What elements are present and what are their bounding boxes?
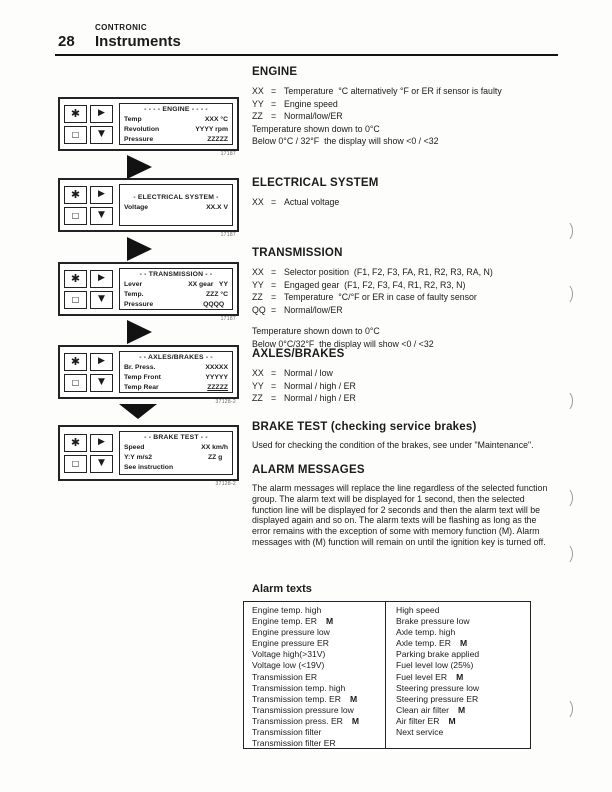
def-text: Selector position (F1, F2, F3, FA, R1, R2, R3, RA, N) — [284, 267, 493, 277]
lcd-display — [119, 103, 233, 145]
alarm-text-label: Transmission temp. ER — [252, 693, 341, 704]
alarm-text-label: Transmission temp. high — [252, 682, 346, 693]
lcd-label: Y:Y m/s2 — [124, 453, 153, 461]
lcd-row — [124, 135, 228, 145]
button-pad — [64, 434, 113, 473]
lcd-label: Temp Front — [124, 373, 161, 381]
alarm-text-label: High speed — [396, 605, 440, 615]
square-icon: □ — [64, 455, 87, 473]
button-pad — [64, 186, 113, 225]
def-symbol: QQ — [252, 304, 266, 315]
def-symbol: YY — [252, 279, 264, 290]
definition-line — [252, 98, 564, 111]
memory-function-flag: M — [325, 616, 334, 627]
alarm-text-label: Axle temp. high — [396, 627, 456, 638]
lcd-label: Lever — [124, 280, 143, 288]
alarm-text-item — [252, 738, 385, 749]
alarm-text-item — [396, 627, 530, 638]
page-number: 28 — [58, 33, 75, 50]
alarm-text-label: Air filter ER — [396, 715, 440, 726]
alarm-text-label: Engine pressure low — [252, 627, 330, 638]
def-symbol: XX — [252, 267, 264, 277]
lcd-display — [119, 351, 233, 393]
section-heading: ELECTRICAL SYSTEM — [252, 177, 379, 189]
def-text: Normal / high / ER — [284, 380, 356, 391]
right-arrow-icon: ▶ — [90, 353, 113, 371]
definition-line — [252, 266, 564, 279]
def-text: Normal / low — [284, 368, 333, 378]
button-pad — [64, 353, 113, 392]
star-icon: ✱ — [64, 353, 87, 371]
alarm-text-item — [396, 660, 530, 671]
def-symbol: ZZ — [252, 393, 263, 404]
lcd-label: Temp. — [124, 290, 144, 298]
lcd-title: - - BRAKE TEST - - — [144, 434, 208, 441]
lcd-label: Br. Press. — [124, 363, 156, 371]
page-title: Instruments — [95, 33, 181, 50]
def-text: Engaged gear (F1, F2, F3, F4, R1, R2, R3, N) — [284, 279, 466, 290]
equals-sign: = — [271, 292, 277, 303]
memory-function-flag: M — [456, 671, 464, 682]
equals-sign: = — [271, 86, 277, 96]
right-arrow-icon: ▶ — [90, 434, 113, 452]
down-arrow-icon: ▼ — [90, 374, 113, 392]
def-symbol: YY — [252, 98, 264, 109]
def-text: Normal / high / ER — [284, 393, 356, 404]
lcd-value: QQQQ — [203, 300, 228, 308]
button-pad — [64, 105, 113, 144]
alarm-text-item — [396, 616, 530, 627]
section-heading: AXLES/BRAKES — [252, 348, 345, 360]
lcd-row — [124, 373, 228, 383]
alarm-text-label: Next service — [396, 727, 444, 738]
definition-line — [252, 196, 564, 209]
equals-sign: = — [271, 368, 277, 378]
down-arrow-icon: ▼ — [90, 207, 113, 225]
lcd-label: Pressure — [124, 135, 154, 143]
figure-number: 37128-2 — [215, 481, 236, 487]
alarm-text-item — [396, 605, 530, 616]
definition-line — [252, 279, 564, 292]
alarm-text-item — [396, 638, 530, 649]
section-transmission — [252, 247, 564, 350]
alarm-text-label: Voltage high(>31V) — [252, 649, 326, 660]
flow-arrow-down-icon — [119, 404, 157, 419]
lcd-value: XX.X V — [206, 203, 228, 211]
flow-arrow-right-icon — [127, 320, 152, 344]
display-panel-axles-brakes — [58, 345, 239, 405]
lcd-row — [124, 363, 228, 373]
flow-arrow-right-icon — [127, 155, 152, 179]
lcd-title: - ELECTRICAL SYSTEM - — [133, 194, 219, 201]
definition-line — [252, 392, 564, 405]
lcd-value: YYYYY — [205, 373, 228, 381]
alarm-text-label: Engine temp. ER — [252, 616, 317, 627]
display-panel-transmission — [58, 262, 239, 322]
alarm-table-left — [244, 602, 386, 748]
star-icon: ✱ — [64, 186, 87, 204]
lcd-display — [119, 184, 233, 226]
lcd-value: XXX °C — [204, 115, 228, 123]
lcd-value: ZZZZZ — [207, 135, 228, 143]
display-panel-electrical — [58, 178, 239, 238]
header-rule — [55, 54, 558, 56]
alarm-text-label: Fuel level low (25%) — [396, 660, 474, 671]
star-icon: ✱ — [64, 105, 87, 123]
alarm-text-label: Transmission ER — [252, 671, 318, 682]
alarm-text-label: Engine temp. high — [252, 605, 322, 615]
memory-function-flag: M — [448, 715, 456, 726]
right-arrow-icon: ▶ — [90, 186, 113, 204]
section-heading: TRANSMISSION — [252, 247, 343, 259]
alarm-text-item — [252, 605, 385, 616]
scan-artifact-mark — [556, 543, 573, 565]
star-icon: ✱ — [64, 434, 87, 452]
lcd-row — [124, 300, 228, 310]
alarm-text-label: Transmission press. ER — [252, 715, 343, 726]
lcd-row — [124, 383, 228, 393]
alarm-text-item — [252, 716, 385, 727]
body-paragraph: The alarm messages will replace the line regardless of the selected function group. The alarm text will be displayed for 1 second, then the selected function line will be displayed for 2 seconds and then the alarm text will be displayed again and so on. The alarm texts will be flashing as long as the error remains with the exception of some with memory function (M). Alarm messages with (M) function will remain on until the ignition key is turned off. — [252, 483, 548, 547]
lcd-value: XXXXX — [205, 363, 228, 371]
section-heading: ALARM MESSAGES — [252, 464, 365, 476]
alarm-text-item — [252, 683, 385, 694]
brand-label: CONTRONIC — [95, 23, 148, 32]
equals-sign: = — [271, 111, 277, 122]
def-text: Normal/low/ER — [284, 111, 343, 122]
lcd-label: Voltage — [124, 203, 149, 211]
alarm-text-item — [252, 616, 385, 627]
def-symbol: YY — [252, 380, 264, 391]
lcd-value: YYYY rpm — [195, 125, 228, 133]
section-alarm-messages — [252, 464, 564, 548]
lcd-label: Pressure — [124, 300, 154, 308]
equals-sign: = — [271, 98, 277, 109]
def-text: Engine speed — [284, 98, 338, 109]
section-electrical-system — [252, 177, 564, 209]
alarm-text-item — [396, 672, 530, 683]
equals-sign: = — [271, 279, 277, 290]
alarm-text-label: Steering pressure low — [396, 682, 480, 693]
def-text: Normal/low/ER — [284, 304, 343, 315]
section-axles-brakes — [252, 348, 564, 405]
equals-sign: = — [271, 267, 277, 277]
definition-line — [252, 110, 564, 123]
def-symbol: XX — [252, 86, 264, 96]
scan-artifact-mark — [556, 220, 573, 242]
lcd-row — [124, 290, 228, 300]
def-text: Temperature °C/°F or ER in case of faulty sensor — [284, 292, 477, 303]
alarm-text-item — [252, 660, 385, 671]
note-line: Temperature shown down to 0°C — [252, 326, 380, 337]
scan-artifact-mark — [556, 283, 573, 305]
right-arrow-icon: ▶ — [90, 270, 113, 288]
square-icon: □ — [64, 291, 87, 309]
alarm-text-item — [396, 727, 530, 738]
section-heading: BRAKE TEST (checking service brakes) — [252, 421, 477, 433]
alarm-text-label: Transmission pressure low — [252, 704, 354, 715]
star-icon: ✱ — [64, 270, 87, 288]
scan-artifact-mark — [556, 698, 573, 720]
alarm-text-item — [252, 705, 385, 716]
alarm-text-item — [252, 627, 385, 638]
definition-line — [252, 380, 564, 393]
alarm-text-item — [252, 727, 385, 738]
lcd-label: Temp — [124, 115, 142, 123]
def-text: Actual voltage — [284, 197, 340, 207]
definition-line — [252, 291, 564, 304]
alarm-text-item — [252, 638, 385, 649]
definition-line — [252, 85, 564, 98]
button-pad — [64, 270, 113, 309]
figure-number: 37128-2 — [215, 399, 236, 405]
spacer — [252, 316, 564, 325]
square-icon: □ — [64, 374, 87, 392]
memory-function-flag: M — [459, 638, 468, 649]
alarm-texts-heading: Alarm texts — [252, 583, 312, 595]
flow-arrow-right-icon — [127, 237, 152, 261]
alarm-text-label: Transmission filter ER — [252, 738, 336, 749]
alarm-texts-table — [243, 601, 531, 749]
alarm-text-item — [396, 705, 530, 716]
figure-number: 17187 — [220, 316, 236, 322]
memory-function-flag: M — [458, 704, 466, 715]
lcd-row — [124, 203, 228, 213]
alarm-text-label: Engine pressure ER — [252, 638, 329, 649]
alarm-text-label: Axle temp. ER — [396, 638, 451, 649]
note-line: Below 0°C/32°F the display will show <0 / <32 — [252, 338, 434, 349]
def-symbol: XX — [252, 197, 264, 207]
alarm-table-right — [386, 602, 530, 748]
alarm-text-item — [396, 694, 530, 705]
scan-artifact-mark — [556, 487, 573, 509]
note-line: Temperature shown down to 0°C — [252, 123, 380, 134]
def-symbol: ZZ — [252, 111, 263, 122]
alarm-text-label: Voltage low (<19V) — [252, 660, 325, 671]
lcd-row — [124, 453, 228, 463]
memory-function-flag: M — [351, 715, 360, 726]
down-arrow-icon: ▼ — [90, 126, 113, 144]
scan-artifact-mark — [556, 390, 573, 412]
equals-sign: = — [271, 380, 277, 391]
lcd-row — [124, 443, 228, 453]
lcd-value: ZZ g — [207, 453, 228, 461]
square-icon: □ — [64, 126, 87, 144]
equals-sign: = — [271, 393, 277, 404]
lcd-label: Revolution — [124, 125, 160, 133]
section-engine — [252, 66, 564, 147]
section-brake-test — [252, 421, 564, 451]
display-panel-brake-test — [58, 425, 239, 487]
alarm-text-label: Transmission filter — [252, 727, 322, 738]
lcd-title: - - - - ENGINE - - - - — [144, 106, 208, 113]
alarm-text-label: Parking brake applied — [396, 649, 480, 660]
alarm-text-item — [252, 649, 385, 660]
lcd-display — [119, 431, 233, 475]
def-symbol: XX — [252, 368, 264, 378]
lcd-row — [124, 115, 228, 125]
alarm-text-label: Brake pressure low — [396, 616, 470, 627]
down-arrow-icon: ▼ — [90, 455, 113, 473]
lcd-value: ZZZZZ — [207, 383, 228, 391]
lcd-row — [124, 125, 228, 135]
alarm-text-item — [396, 683, 530, 694]
alarm-text-label: Fuel level ER — [396, 671, 448, 682]
section-heading: ENGINE — [252, 66, 298, 78]
lcd-row — [124, 280, 228, 290]
figure-number: 17187 — [220, 232, 236, 238]
square-icon: □ — [64, 207, 87, 225]
alarm-text-item — [396, 716, 530, 727]
alarm-text-label: Clean air filter — [396, 704, 450, 715]
lcd-value: XX km/h — [201, 443, 228, 451]
lcd-title: - - AXLES/BRAKES - - — [139, 354, 213, 361]
lcd-label: Speed — [124, 443, 145, 451]
lcd-row — [124, 463, 228, 473]
lcd-value: ZZZ °C — [206, 290, 228, 298]
definition-line — [252, 367, 564, 380]
lcd-value: XX gear YY — [188, 280, 228, 288]
def-text: Temperature °C alternatively °F or ER if sensor is faulty — [284, 86, 502, 96]
alarm-text-label: Steering pressure ER — [396, 693, 479, 704]
alarm-text-item — [252, 672, 385, 683]
equals-sign: = — [271, 304, 277, 315]
lcd-title: - - TRANSMISSION - - — [139, 271, 213, 278]
def-symbol: ZZ — [252, 292, 263, 303]
down-arrow-icon: ▼ — [90, 291, 113, 309]
alarm-text-item — [396, 649, 530, 660]
alarm-text-item — [252, 694, 385, 705]
note-line: Below 0°C / 32°F the display will show <0 / <32 — [252, 135, 439, 146]
figure-number: 17187 — [220, 151, 236, 157]
body-paragraph: Used for checking the condition of the brakes, see under "Maintenance". — [252, 440, 534, 450]
lcd-display — [119, 268, 233, 310]
lcd-label: See instruction — [124, 463, 174, 471]
definition-line — [252, 304, 564, 317]
right-arrow-icon: ▶ — [90, 105, 113, 123]
lcd-label: Temp Rear — [124, 383, 159, 391]
memory-function-flag: M — [349, 693, 358, 704]
equals-sign: = — [271, 197, 277, 207]
display-panel-engine — [58, 97, 239, 157]
